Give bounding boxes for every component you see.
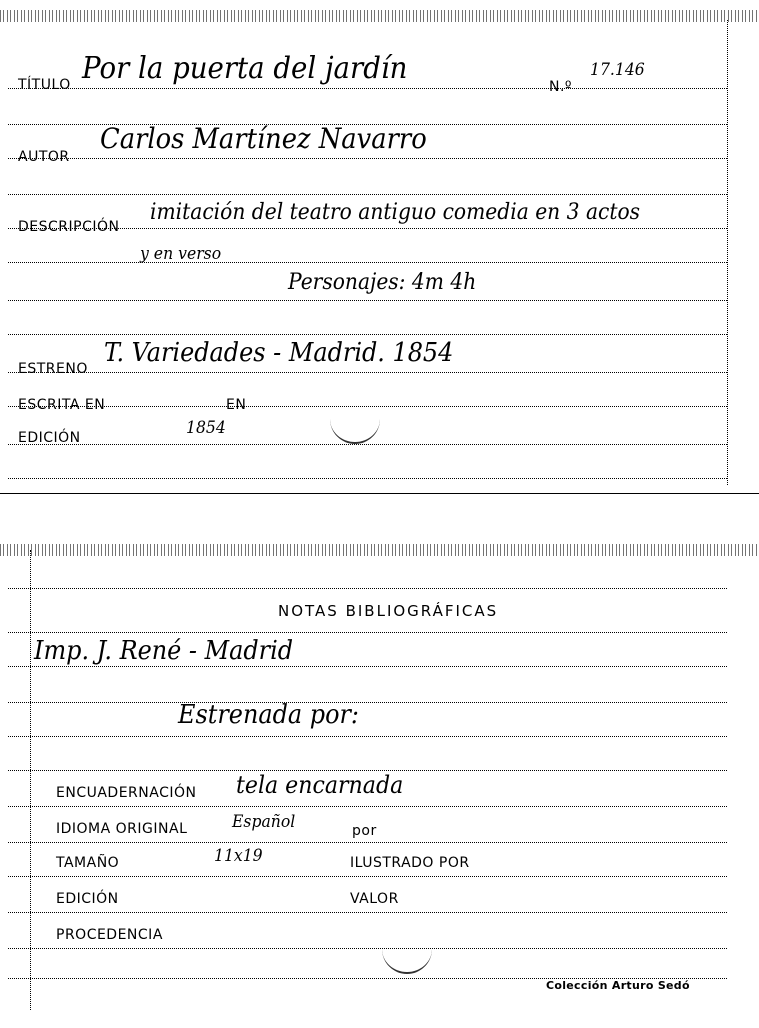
line (8, 806, 727, 807)
line (8, 262, 727, 263)
catalog-card-top (0, 0, 759, 495)
edicion-label: EDICIÓN (56, 891, 119, 907)
idioma-value: Español (232, 812, 296, 832)
numero-label: N.º (549, 79, 573, 95)
line (8, 88, 727, 89)
por-label: por (352, 823, 377, 839)
autor-label: AUTOR (18, 149, 70, 165)
notas-title: NOTAS BIBLIOGRÁFICAS (278, 602, 499, 620)
autor-value: Carlos Martínez Navarro (100, 122, 427, 155)
descripcion-value: imitación del teatro antiguo comedia en 3 actos (150, 200, 641, 225)
line (8, 632, 727, 633)
descripcion-label: DESCRIPCIÓN (18, 219, 120, 235)
note-line-1: Imp. J. René - Madrid (34, 636, 294, 666)
tamano-value: 11x19 (214, 846, 263, 866)
edicion-value: 1854 (186, 418, 226, 438)
tamano-label: TAMAÑO (56, 855, 120, 871)
procedencia-label: PROCEDENCIA (56, 927, 163, 943)
titulo-label: TÍTULO (18, 77, 71, 93)
idioma-label: IDIOMA ORIGINAL (56, 821, 188, 837)
collection-footer: Colección Arturo Sedó (546, 979, 690, 992)
edicion-label: EDICIÓN (18, 430, 81, 446)
card-left-edge (30, 550, 31, 1010)
line (8, 912, 727, 913)
personajes-value: Personajes: 4m 4h (288, 270, 477, 295)
line (8, 702, 727, 703)
line (8, 478, 727, 479)
ink-smudge (382, 938, 432, 974)
line (8, 876, 727, 877)
line (8, 194, 727, 195)
line (8, 842, 727, 843)
line (8, 406, 727, 407)
line (8, 736, 727, 737)
ink-smudge (330, 408, 380, 444)
line (8, 948, 727, 949)
card-edge-top (0, 544, 759, 556)
escrita-en-label: ESCRITA EN (18, 397, 106, 413)
line (8, 444, 727, 445)
ilustrado-label: ILUSTRADO POR (350, 855, 470, 871)
line (8, 372, 727, 373)
encuadernacion-value: tela encarnada (236, 771, 404, 799)
valor-label: VALOR (350, 891, 399, 907)
titulo-value: Por la puerta del jardín (82, 51, 408, 86)
descripcion-value-2: y en verso (140, 244, 222, 264)
estreno-label: ESTRENO (18, 361, 88, 377)
catalog-card-bottom (0, 540, 759, 1010)
note-line-2: Estrenada por: (178, 700, 359, 730)
encuadernacion-label: ENCUADERNACIÓN (56, 785, 197, 801)
numero-value: 17.146 (590, 60, 645, 80)
line (8, 334, 727, 335)
card-right-edge (727, 20, 728, 485)
line (8, 300, 727, 301)
estreno-value: T. Variedades - Madrid. 1854 (104, 338, 454, 368)
card-edge-top (0, 10, 759, 22)
line (8, 666, 727, 667)
line (8, 588, 727, 589)
en-label: EN (226, 397, 247, 413)
line (8, 158, 727, 159)
card-bottom-edge (0, 493, 759, 494)
